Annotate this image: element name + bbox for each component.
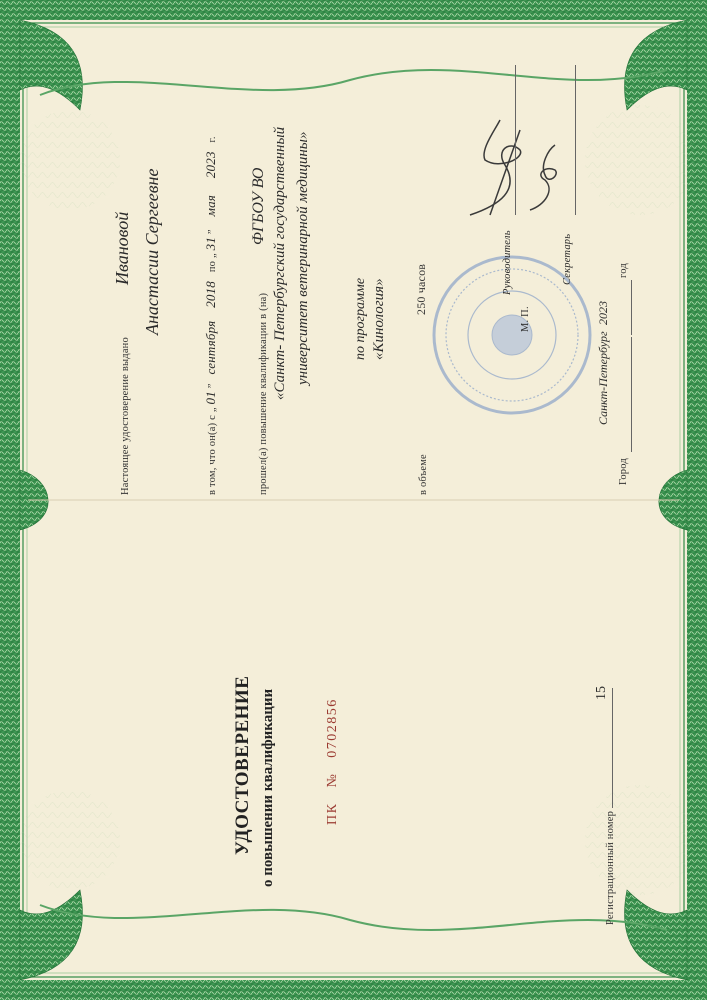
program-name: «Кинология» (371, 278, 387, 360)
certificate-title: УДОСТОВЕРЕНИЕ (232, 675, 253, 855)
city-value: Санкт-Петербург (596, 331, 610, 425)
certificate-subtitle: о повышении квалификации (260, 688, 276, 887)
institution-line-1: «Санкт- Петербургский государственный (272, 126, 288, 400)
number-sign: № (325, 772, 340, 788)
head-signature-line (514, 65, 516, 215)
secretary-signature-line (574, 65, 576, 215)
registration-underline (611, 688, 613, 808)
start-year: 2018 (203, 280, 218, 308)
start-day: 01 (203, 391, 218, 405)
year-suffix: г. (207, 136, 218, 143)
secretary-label: Секретарь (562, 233, 573, 285)
serial-number-line (325, 698, 341, 825)
to-label: по „ (207, 253, 218, 273)
serial-number: 0702856 (325, 698, 340, 758)
end-month: мая (203, 194, 218, 217)
volume-label: в объеме (418, 454, 429, 495)
period-line: в том, что он(а) с „ 01 ” сентября 2018 по „ 31 ” мая 2023 г. (203, 136, 218, 495)
program-label: по программе (353, 277, 368, 360)
end-day: 31 (203, 236, 218, 251)
recipient-surname: Ивановой (112, 211, 132, 285)
issued-to-label: Настоящее удостоверение выдано (120, 337, 131, 495)
training-label: прошел(а) повышение квалификации в (на) (258, 292, 269, 495)
registration-line (605, 688, 616, 925)
city-underline (630, 337, 632, 452)
series-label: ПК (325, 802, 340, 825)
head-label: Руководитель (502, 230, 513, 295)
year-underline (630, 280, 632, 335)
volume-value: 250 часов (414, 263, 428, 315)
stamp-label: М. П. (520, 306, 531, 332)
registration-number: 15 (594, 686, 609, 700)
end-year: 2023 (203, 151, 218, 179)
registration-label: Регистрационный номер (605, 810, 616, 925)
year-value: 2023 (596, 301, 610, 325)
institution-line-2: университет ветеринарной медицины» (295, 131, 311, 385)
start-month: сентября (203, 320, 218, 375)
institution-short: ФГБОУ ВО (250, 167, 267, 245)
period-label: в том, что он(а) с „ (207, 407, 218, 495)
recipient-name: Анастасии Сергеевне (142, 168, 162, 335)
city-label: Город (618, 458, 629, 485)
year-label: год (618, 263, 629, 278)
